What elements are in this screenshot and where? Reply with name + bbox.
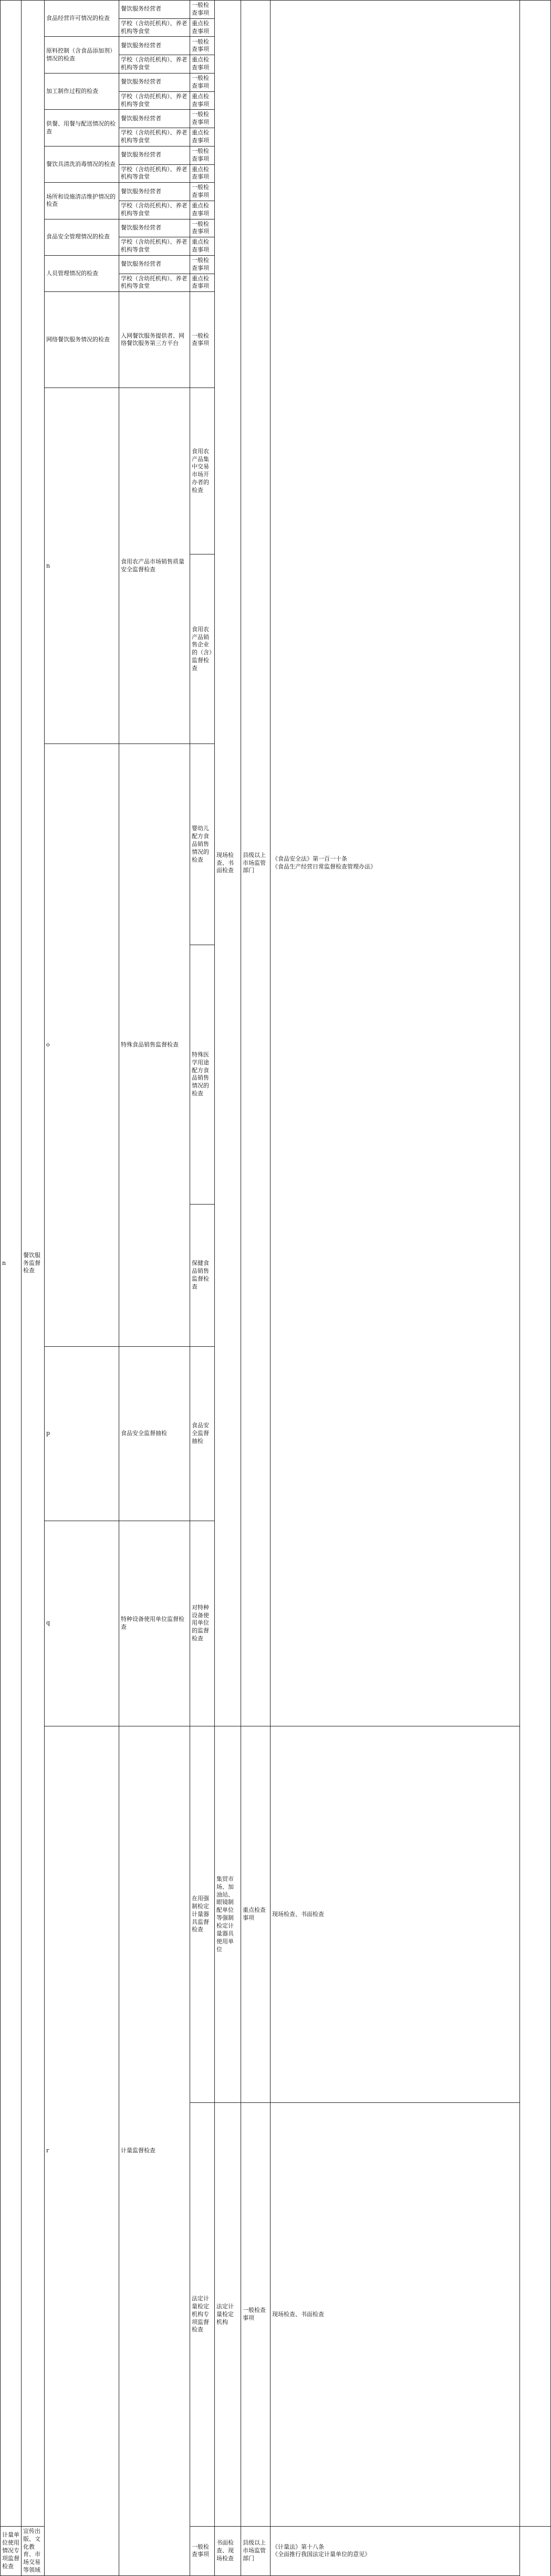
- cell-text: 餐饮服务监督检查: [23, 1251, 40, 1274]
- remarks-cell: [520, 1, 551, 2527]
- cell-text: 重点检查事项: [192, 275, 209, 290]
- cell-text: 集贸市场、加油站、眼镜制配单位等强制检定计量器具使用单位: [216, 1875, 234, 1953]
- cell-text: 重点检查事项: [243, 1907, 266, 1922]
- inspection-item: [45, 255, 119, 291]
- cell-text: 一般检查事项: [192, 2, 209, 16]
- inspection-item: [45, 146, 119, 182]
- cell-text: 一般检查事项: [192, 147, 209, 162]
- section-code: [45, 1726, 119, 2575]
- inspection-method: [215, 1, 241, 1726]
- cell-text: 餐饮服务经营者: [121, 5, 161, 13]
- cell-text: 现场检查、书面检查: [272, 1910, 324, 1918]
- cell-text: 学校（含幼托机构）、养老机构等食堂: [121, 92, 188, 108]
- category-cell: [119, 1521, 190, 1726]
- section-code: [1, 1, 22, 2527]
- inspection-object: [119, 1, 190, 19]
- cell-text: r: [46, 2147, 49, 2154]
- cell-text: 书面检查、现场检查: [216, 2539, 234, 2562]
- cell-text: 一般检查事项: [192, 38, 209, 53]
- inspection-item: [190, 1204, 215, 1347]
- inspection-item: [190, 388, 215, 554]
- inspection-object: [119, 91, 190, 110]
- inspection-type: [190, 201, 215, 219]
- cell-text: 餐饮服务经营者: [121, 260, 161, 268]
- table-body: [1, 1, 551, 2576]
- cell-text: 场所和设施清洁维护情况的检查: [46, 193, 116, 208]
- inspection-object: [119, 219, 190, 237]
- inspection-object: [22, 2526, 45, 2575]
- cell-text: 餐饮服务经营者: [121, 187, 161, 195]
- cell-text: 一般检查事项: [192, 184, 209, 199]
- inspection-item: [190, 1521, 215, 1726]
- cell-text: 婴幼儿配方食品销售情况的检查: [192, 825, 209, 863]
- cell-text: 宣传出版、文化教育、市场交易等领域: [23, 2527, 40, 2574]
- inspection-type: [190, 18, 215, 37]
- cell-text: 学校（含幼托机构）、养老机构等食堂: [121, 275, 188, 290]
- cell-text: 学校（含幼托机构）、养老机构等食堂: [121, 202, 188, 217]
- category-cell: [119, 388, 190, 744]
- inspection-object: [119, 237, 190, 256]
- cell-text: 特殊食品销售监督检查: [121, 1041, 179, 1049]
- cell-text: 学校（含幼托机构）、养老机构等食堂: [121, 129, 188, 144]
- inspection-object: [119, 183, 190, 201]
- cell-text: 在用强制检定计量器具监督检查: [192, 1895, 209, 1933]
- cell-text: 县级以上市场监管部门: [243, 851, 266, 874]
- inspection-type: [190, 128, 215, 146]
- cell-text: 《食品安全法》第一百一十条: [272, 855, 347, 863]
- inspection-item: [1, 2526, 22, 2575]
- cell-text: 学校（含幼托机构）、养老机构等食堂: [121, 19, 188, 35]
- inspection-type: [190, 110, 215, 128]
- inspection-type: [190, 164, 215, 183]
- cell-text: 食品安全管理情况的检查: [46, 233, 110, 240]
- cell-text: 学校（含幼托机构）、养老机构等食堂: [121, 238, 188, 254]
- inspection-method: [271, 1726, 520, 2103]
- cell-text: 一般检查事项: [192, 2543, 209, 2558]
- cell-text: 一般检查事项: [192, 332, 209, 347]
- cell-text: 原料控制（含食品添加剂）情况的检查: [46, 47, 116, 62]
- category-cell: [22, 1, 45, 2527]
- cell-text: 食用农产品市场销售质量安全监督检查: [121, 558, 184, 573]
- cell-text: 重点检查事项: [192, 202, 209, 217]
- inspection-type: [190, 55, 215, 74]
- inspecting-department: [241, 2526, 271, 2575]
- cell-text: 网络餐饮服务情况的检查: [46, 336, 110, 343]
- cell-text: 入网餐饮服务提供者、网络餐饮服务第三方平台: [121, 332, 184, 347]
- inspection-object: [119, 274, 190, 292]
- inspection-object: [119, 201, 190, 219]
- inspection-object: [119, 292, 190, 388]
- inspection-object: [215, 2103, 241, 2527]
- cell-text: 餐饮具清洗消毒情况的检查: [46, 160, 116, 167]
- cell-text: 一般检查事项: [192, 111, 209, 126]
- cell-text: p: [46, 1430, 50, 1437]
- category-cell: [119, 1347, 190, 1521]
- cell-text: 现场检查、书面检查: [216, 851, 234, 874]
- inspection-type: [241, 2103, 271, 2527]
- cell-text: 现场检查、书面检查: [272, 2310, 324, 2318]
- cell-text: 学校（含幼托机构）、养老机构等食堂: [121, 165, 188, 181]
- inspection-object: [119, 164, 190, 183]
- inspection-type: [190, 1, 215, 19]
- cell-text: 加工制作过程的检查: [46, 87, 98, 95]
- inspection-item: [45, 37, 119, 74]
- cell-text: 计量监督检查: [121, 2147, 155, 2154]
- inspection-type: [241, 1726, 271, 2103]
- inspection-type: [190, 2526, 215, 2575]
- cell-text: 重点检查事项: [192, 92, 209, 108]
- cell-text: 《计量法》第十八条: [272, 2543, 324, 2550]
- legal-basis: [271, 2526, 520, 2575]
- inspection-item: [45, 110, 119, 146]
- inspection-type: [190, 255, 215, 274]
- inspecting-department: [241, 1, 271, 1726]
- inspection-type: [190, 183, 215, 201]
- inspection-object: [119, 18, 190, 37]
- cell-text: 县级以上市场监管部门: [243, 2539, 266, 2562]
- inspection-item: [190, 1726, 215, 2103]
- cell-text: 保健食品销售监督检查: [192, 1260, 209, 1290]
- section-code: [45, 744, 119, 1347]
- cell-text: o: [46, 1041, 50, 1049]
- cell-text: 重点检查事项: [192, 238, 209, 254]
- cell-text: 重点检查事项: [192, 56, 209, 71]
- inspection-item: [45, 183, 119, 219]
- inspection-type: [190, 219, 215, 237]
- inspection-object: [119, 74, 190, 92]
- cell-text: 计量单位使用情况专项监督检查: [2, 2531, 19, 2570]
- inspection-type: [190, 237, 215, 256]
- category-cell: [119, 1726, 190, 2575]
- cell-text: 餐饮服务经营者: [121, 151, 161, 159]
- cell-text: q: [46, 1619, 50, 1627]
- inspection-object: [119, 255, 190, 274]
- cell-text: 食用农产品销售企业的（含）监督检查: [192, 625, 212, 672]
- cell-text: 食品安全监督抽检: [192, 1422, 209, 1445]
- cell-text: 特殊医学用途配方食品销售情况的检查: [192, 1051, 209, 1097]
- inspection-method: [215, 2526, 241, 2575]
- inspection-item: [45, 292, 119, 388]
- category-cell: [119, 744, 190, 1347]
- section-code: [45, 1521, 119, 1726]
- inspection-method: [271, 2103, 520, 2527]
- cell-text: 一般检查事项: [192, 256, 209, 271]
- inspection-item: [190, 1347, 215, 1521]
- cell-text: 餐饮服务经营者: [121, 224, 161, 231]
- cell-text: 食用农产品集中交易市场开办者的检查: [192, 447, 209, 494]
- cell-text: 对特种设备使用单位的监督检查: [192, 1604, 209, 1642]
- cell-text: 重点检查事项: [192, 165, 209, 181]
- inspection-type: [190, 292, 215, 388]
- cell-text: 人员管理情况的检查: [46, 269, 98, 277]
- inspection-item: [45, 1, 119, 37]
- inspection-type: [190, 274, 215, 292]
- cell-text: 重点检查事项: [192, 19, 209, 35]
- cell-text: 法定计量检定机构: [216, 2302, 234, 2326]
- inspection-object: [119, 128, 190, 146]
- inspection-type: [190, 37, 215, 55]
- inspection-item: [190, 554, 215, 744]
- cell-text: 《食品生产经营日常监督检查管理办法》: [272, 863, 376, 870]
- inspection-item: [190, 2103, 215, 2527]
- inspection-object: [119, 55, 190, 74]
- cell-text: n: [46, 562, 50, 569]
- inspection-item: [190, 945, 215, 1205]
- cell-text: 重点检查事项: [192, 129, 209, 144]
- inspection-object: [215, 1726, 241, 2103]
- inspection-object: [119, 110, 190, 128]
- cell-text: 餐饮服务经营者: [121, 114, 161, 122]
- inspection-item: [45, 219, 119, 255]
- cell-text: 食品安全监督抽检: [121, 1430, 167, 1437]
- inspection-item: [45, 74, 119, 110]
- section-code: [45, 388, 119, 744]
- cell-text: n: [2, 1259, 6, 1266]
- table-row: [1, 1, 551, 19]
- inspection-type: [190, 146, 215, 164]
- inspection-object: [119, 37, 190, 55]
- inspection-object: [119, 146, 190, 164]
- cell-text: 特种设备使用单位监督检查: [121, 1616, 184, 1630]
- inspection-item: [190, 744, 215, 945]
- cell-text: 一般检查事项: [243, 2307, 266, 2322]
- cell-text: 学校（含幼托机构）、养老机构等食堂: [121, 56, 188, 71]
- cell-text: 一般检查事项: [192, 75, 209, 89]
- cell-text: 餐饮服务经营者: [121, 41, 161, 49]
- cell-text: 《全面推行我国法定计量单位的意见》: [272, 2551, 370, 2558]
- cell-text: 法定计量检定机构专项监督检查: [192, 2295, 209, 2333]
- inspection-type: [190, 91, 215, 110]
- legal-basis: [271, 1, 520, 1726]
- cell-text: 供餐、用餐与配送情况的检查: [46, 120, 116, 135]
- table-row: [1, 1726, 551, 2103]
- inspection-type: [190, 74, 215, 92]
- cell-text: 一般检查事项: [192, 220, 209, 235]
- section-code: [45, 1347, 119, 1521]
- cell-text: 食品经营许可情况的检查: [46, 14, 110, 22]
- cell-text: 餐饮服务经营者: [121, 78, 161, 86]
